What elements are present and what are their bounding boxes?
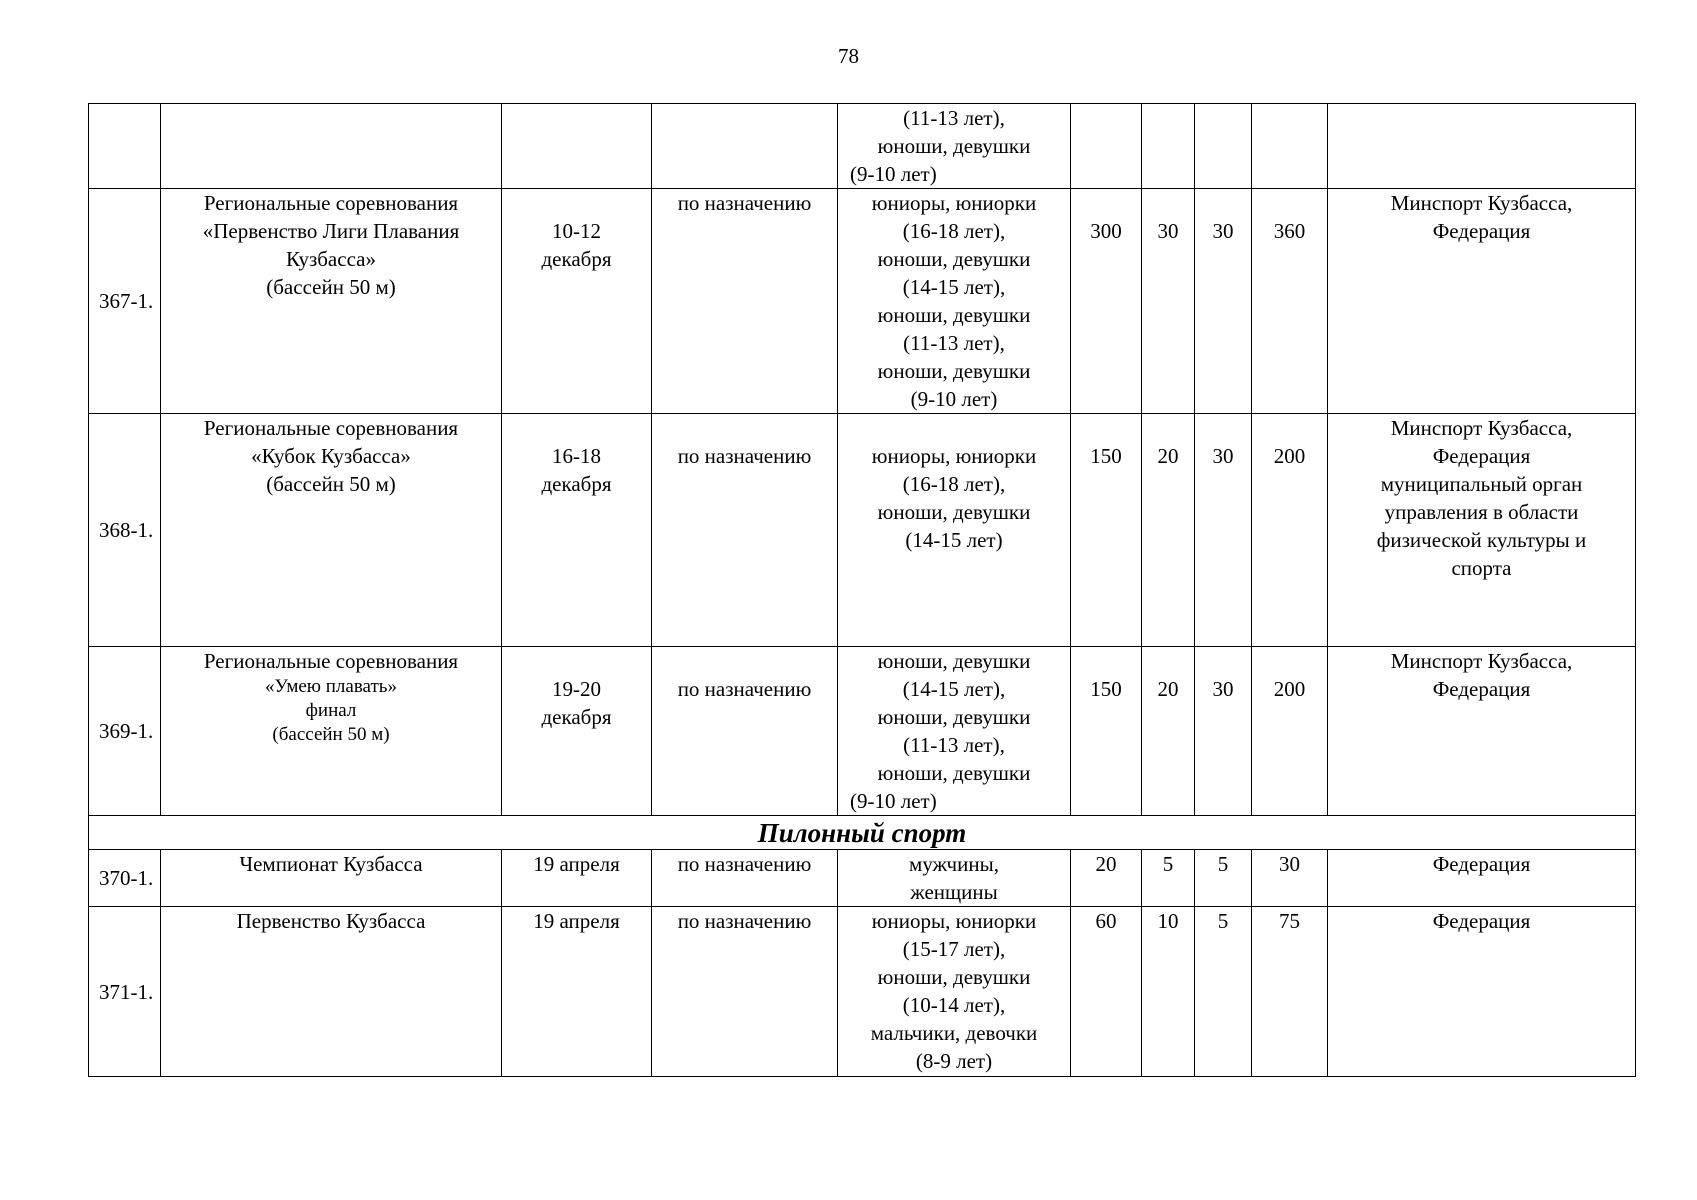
date-line: 19 апреля <box>533 852 620 876</box>
count-total <box>1252 104 1328 189</box>
ages-line: юноши, девушки <box>877 761 1031 785</box>
count-athletes <box>1071 104 1142 189</box>
organizer <box>1328 104 1636 189</box>
participants-ages <box>838 850 1071 907</box>
page-number: 78 <box>838 44 859 68</box>
ages-line: (9-10 лет) <box>850 789 937 813</box>
event-name <box>161 104 502 189</box>
event-place: по назначению <box>652 850 838 907</box>
ages-line: мальчики, девочки <box>870 1021 1038 1045</box>
ages-line: юноши, девушки <box>877 705 1031 729</box>
count-judges: 5 <box>1195 850 1252 907</box>
ages-line: юноши, девушки <box>877 247 1031 271</box>
org-line: управления в области <box>1384 500 1579 524</box>
row-number: 368-1. <box>89 414 161 647</box>
date-line: 16-18 <box>552 444 601 468</box>
event-date <box>502 104 652 189</box>
ages-line: женщины <box>910 880 998 904</box>
count-total: 200 <box>1252 647 1328 816</box>
event-name <box>161 647 502 816</box>
org-line: Федерация <box>1432 852 1531 876</box>
event-name <box>161 414 502 647</box>
org-line: физической культуры и <box>1376 528 1587 552</box>
row-number: 367-1. <box>89 189 161 414</box>
count-total: 75 <box>1252 907 1328 1077</box>
participants-ages <box>838 907 1071 1077</box>
ages-line: (11-13 лет), <box>903 733 1005 757</box>
event-line: Региональные соревнования <box>203 191 459 215</box>
participants-ages <box>838 189 1071 414</box>
ages-line: (9-10 лет) <box>850 162 937 186</box>
event-name <box>161 907 502 1077</box>
ages-line: (9-10 лет) <box>910 387 998 411</box>
row-number: 371-1. <box>89 907 161 1077</box>
ages-line: юниоры, юниорки <box>871 191 1037 215</box>
ages-line: мужчины, <box>909 852 999 876</box>
ages-line: юноши, девушки <box>877 649 1031 673</box>
ages-line: юноши, девушки <box>877 303 1031 327</box>
ages-line: юниоры, юниорки <box>871 909 1037 933</box>
ages-line: (11-13 лет), <box>903 331 1005 355</box>
event-line: Чемпионат Кузбасса <box>239 852 423 876</box>
ages-line: (14-15 лет) <box>905 528 1003 552</box>
count-athletes: 150 <box>1071 647 1142 816</box>
count-coaches: 20 <box>1142 647 1195 816</box>
count-athletes: 150 <box>1071 414 1142 647</box>
date-line: декабря <box>541 472 612 496</box>
event-date <box>502 189 652 414</box>
event-place: по назначению <box>652 907 838 1077</box>
count-judges: 5 <box>1195 907 1252 1077</box>
event-line: «Умею плавать» <box>265 676 397 697</box>
ages-line: юноши, девушки <box>877 500 1031 524</box>
table-row <box>89 850 1636 907</box>
row-number: 369-1. <box>89 647 161 816</box>
count-coaches <box>1142 104 1195 189</box>
event-date <box>502 850 652 907</box>
org-line: Федерация <box>1432 677 1531 701</box>
event-date <box>502 414 652 647</box>
table-row <box>89 907 1636 1077</box>
org-line: Федерация <box>1432 909 1531 933</box>
event-line: (бассейн 50 м) <box>272 724 390 745</box>
organizer <box>1328 647 1636 816</box>
count-total: 360 <box>1252 189 1328 414</box>
event-line: Первенство Кузбасса <box>236 909 426 933</box>
count-coaches: 30 <box>1142 189 1195 414</box>
count-coaches: 10 <box>1142 907 1195 1077</box>
event-place: по назначению <box>652 189 838 414</box>
org-line: муниципальный орган <box>1380 472 1583 496</box>
participants-ages <box>838 104 1071 189</box>
event-date <box>502 647 652 816</box>
count-judges: 30 <box>1195 189 1252 414</box>
section-title: Пилонный спорт <box>89 816 1636 850</box>
ages-line: (14-15 лет), <box>902 275 1006 299</box>
date-line: 10-12 <box>552 219 601 243</box>
event-line: (бассейн 50 м) <box>266 275 396 299</box>
count-athletes: 60 <box>1071 907 1142 1077</box>
ages-line: юноши, девушки <box>877 134 1031 158</box>
competition-schedule-table <box>88 103 1636 1077</box>
organizer <box>1328 907 1636 1077</box>
table-row <box>89 647 1636 816</box>
event-place: по назначению <box>652 647 838 816</box>
org-line: спорта <box>1451 556 1512 580</box>
event-place <box>652 104 838 189</box>
ages-line: (14-15 лет), <box>902 677 1006 701</box>
organizer <box>1328 189 1636 414</box>
date-line: декабря <box>541 247 612 271</box>
row-number: 370-1. <box>89 850 161 907</box>
table-row <box>89 104 1636 189</box>
event-name <box>161 189 502 414</box>
organizer <box>1328 414 1636 647</box>
count-coaches: 5 <box>1142 850 1195 907</box>
date-line: 19-20 <box>552 677 601 701</box>
participants-ages <box>838 647 1071 816</box>
ages-line: юноши, девушки <box>877 965 1031 989</box>
organizer <box>1328 850 1636 907</box>
ages-line: юноши, девушки <box>877 359 1031 383</box>
count-total: 200 <box>1252 414 1328 647</box>
count-judges: 30 <box>1195 647 1252 816</box>
event-place: по назначению <box>652 414 838 647</box>
org-line: Минспорт Кузбасса, <box>1390 416 1573 440</box>
event-line: Региональные соревнования <box>203 416 459 440</box>
count-athletes: 300 <box>1071 189 1142 414</box>
event-line: «Первенство Лиги Плавания <box>202 219 460 243</box>
count-coaches: 20 <box>1142 414 1195 647</box>
participants-ages <box>838 414 1071 647</box>
org-line: Федерация <box>1432 444 1531 468</box>
event-line: Кузбасса» <box>286 247 376 271</box>
section-header-row <box>89 816 1636 850</box>
event-line: финал <box>305 700 357 721</box>
ages-line: (16-18 лет), <box>902 219 1006 243</box>
count-athletes: 20 <box>1071 850 1142 907</box>
event-date <box>502 907 652 1077</box>
org-line: Минспорт Кузбасса, <box>1390 649 1573 673</box>
event-line: Региональные соревнования <box>203 649 459 673</box>
table-row <box>89 189 1636 414</box>
table-row <box>89 414 1636 647</box>
row-number <box>89 104 161 189</box>
date-line: 19 апреля <box>533 909 620 933</box>
ages-line: (16-18 лет), <box>902 472 1006 496</box>
ages-line: (11-13 лет), <box>903 106 1005 130</box>
count-judges <box>1195 104 1252 189</box>
ages-line: (8-9 лет) <box>915 1049 993 1073</box>
ages-line: (10-14 лет), <box>902 993 1006 1017</box>
count-judges: 30 <box>1195 414 1252 647</box>
org-line: Федерация <box>1432 219 1531 243</box>
org-line: Минспорт Кузбасса, <box>1390 191 1573 215</box>
ages-line: юниоры, юниорки <box>871 444 1037 468</box>
event-name <box>161 850 502 907</box>
event-line: «Кубок Кузбасса» <box>251 444 411 468</box>
count-total: 30 <box>1252 850 1328 907</box>
ages-line: (15-17 лет), <box>902 937 1006 961</box>
event-line: (бассейн 50 м) <box>266 472 396 496</box>
date-line: декабря <box>541 705 612 729</box>
